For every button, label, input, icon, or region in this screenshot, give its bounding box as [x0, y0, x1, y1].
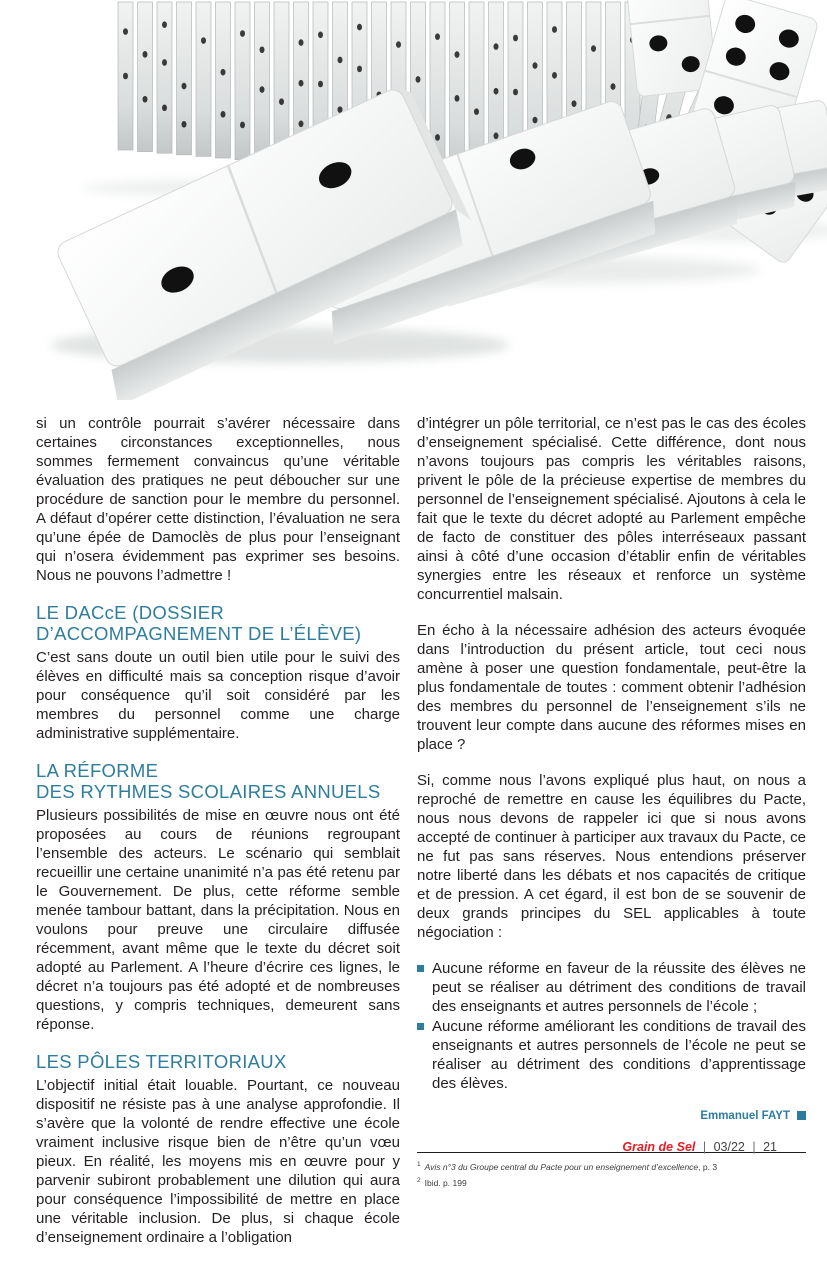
section-heading-dacce: LE DACcE (DOSSIER D’ACCOMPAGNEMENT DE L’ÉLÈVE)	[36, 602, 362, 644]
footnote-marker: 1	[417, 1161, 421, 1168]
heading-line: LA RÉFORME	[36, 760, 159, 781]
footnote-text: Avis n°3 du Groupe central du Pacte pour un enseignement d’excellence	[424, 1161, 699, 1172]
footnote	[417, 1158, 806, 1174]
principle-item	[417, 959, 806, 1016]
bullet-square-icon	[417, 1023, 424, 1030]
section-heading-reforme	[36, 760, 400, 802]
footer-separator: |	[752, 1140, 756, 1154]
poles-paragraph: L’objectif initial était louable. Pourtant, ce nouveau dispositif ne résiste pas à une analyse approfondie. Il s’avère que la volonté de rendre effective une école vraiment inclusive risque bien de n’être qu’un vœu pieux. En réalité, les moyens mis en œuvre pour y parvenir subiront probablement une dilution qui aura pour conséquence l’impossibilité de mettre en place une véritable inclusion. De plus, si chaque école d’enseignement ordinaire a l’obligation	[36, 1077, 400, 1246]
principle-item	[417, 1017, 806, 1093]
dominoes-illustration-svg	[0, 0, 827, 400]
poles-paragraph-continued: d’intégrer un pôle territorial, ce n’est pas le cas des écoles d’enseignement spécialisé. Cette différence, dont nous n’avons toujours pas compris les véritables raisons, privent le pôle de la précieuse expertise de membres du personnel de l’enseignement spécialisé. Ajoutons à cela le fait que le texte du décret adopté au Parlement empêche de facto de constituer des pôles interréseaux passant ainsi à côté d’une occasion d’établir enfin de véritables synergies entre les réseaux et renforce un système concurrentiel malsain.	[417, 415, 806, 603]
end-of-article-square-icon	[797, 1111, 806, 1120]
right-column	[417, 414, 806, 1264]
page-number: 21	[763, 1140, 777, 1154]
adhesion-paragraph: En écho à la nécessaire adhésion des acteurs évoquée dans l’introduction du présent article, tout ceci nous amène à poser une question fondamentale, peut-être la plus fondamentale de toutes : comment obtenir l’adhésion des membres du personnel de l’enseignement s’ils ne trouvent leur compte dans aucune des réformes mises en place ?	[417, 622, 806, 753]
footnote-text: Ibid. p. 199	[424, 1178, 467, 1189]
footer-separator: |	[702, 1140, 707, 1154]
bullet-square-icon	[417, 965, 424, 972]
reforme-paragraph: Plusieurs possibilités de mise en œuvre nous ont été proposées au cours de réunions regroupant l’ensemble des acteurs. Le scénario qui semblait recueillir une certaine unanimité n’a pas été retenu par le Gouvernement. De plus, cette réforme semble menée tambour battant, dans la précipitation. Nous en voulons pour preuve une circulaire diffusée récemment, avant même que le texte du décret soit adopté au Parlement. A l’heure d’écrire ces lignes, le décret n’a toujours pas été adopté et de nombreuses questions, y compris techniques, demeurent sans réponse.	[36, 807, 400, 1033]
heading-line: DES RYTHMES SCOLAIRES ANNUELS	[36, 781, 381, 802]
issue-date: 03/22	[713, 1140, 745, 1154]
pacte-paragraph: Si, comme nous l’avons expliqué plus haut, on nous a reproché de remettre en cause les équilibres du Pacte, nous nous devons de rappeler ici que si nous avons accepté de continuer à participer aux travaux du Pacte, ce ne fut pas sans réserves. Nous entendions préserver notre liberté dans les débats et nos capacités de critique et de pression. A cet égard, il est bon de se souvenir de deux grands principes du SEL applicables à toute négociation :	[417, 772, 806, 941]
author-name: Emmanuel FAYT	[700, 1110, 790, 1122]
section-heading-poles: LES PÔLES TERRITORIAUX	[36, 1051, 287, 1072]
principles-list	[417, 959, 806, 1093]
left-column	[36, 414, 400, 1264]
footnote-page-ref: , p. 3	[698, 1161, 718, 1172]
dominoes-illustration	[0, 0, 827, 400]
article-body	[36, 414, 806, 1264]
dacce-paragraph: C’est sans doute un outil bien utile pour le suivi des élèves en difficulté mais sa conception risque d’avoir pour conséquence qu’il soit considéré par les membres du personnel comme une charge administrative supplémentaire.	[36, 649, 400, 742]
footnotes-block	[417, 1152, 806, 1191]
footnote	[417, 1174, 806, 1190]
footnote-marker: 2	[417, 1177, 421, 1185]
principle-text: Aucune réforme en faveur de la réussite des élèves ne peut se réaliser au détriment des conditions de travail des enseignants et autres personnels de l’école ;	[432, 960, 806, 1015]
intro-paragraph: si un contrôle pourrait s’avérer nécessaire dans certaines circonstances exceptionnelles, nous sommes fermement convaincus qu’une véritable évaluation des pratiques ne peut déboucher sur une procédure de sanction pour le membre du personnel. A défaut d’opérer cette distinction, l’évaluation ne sera qu’une épée de Damoclès de plus pour l’enseignant qui n’osera évidemment pas exprimer ses besoins. Nous ne pouvons l’admettre !	[36, 415, 400, 584]
author-byline	[417, 1107, 806, 1126]
principle-text: Aucune réforme améliorant les conditions de travail des enseignants et autres personnels de l’école ne peut se réaliser au détriment des conditions d’apprentissage des élèves.	[432, 1018, 806, 1092]
magazine-title: Grain de Sel	[622, 1140, 696, 1154]
page-footer	[622, 1140, 777, 1154]
